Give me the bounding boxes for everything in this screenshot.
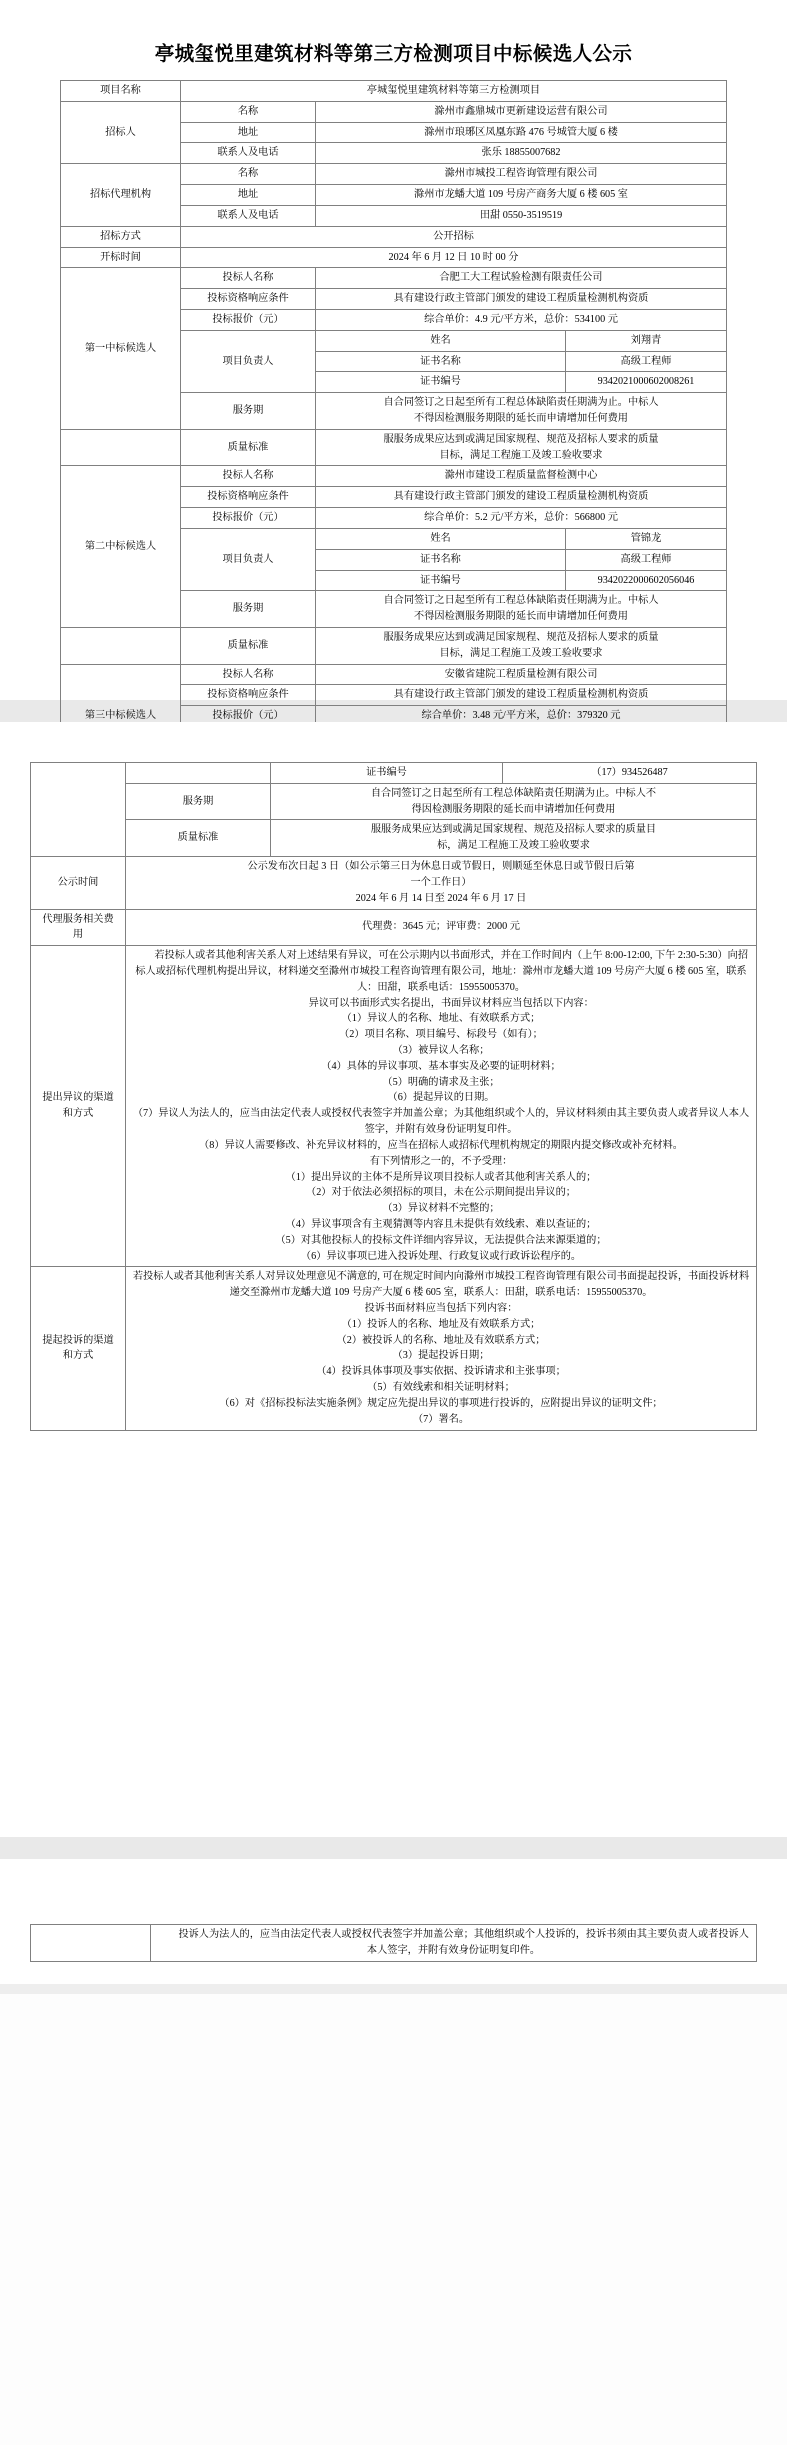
- c2-service-line-2: 不得因检测服务期限的延长而申请增加任何费用: [414, 611, 628, 623]
- c1-cert-name-value: 高级工程师: [566, 351, 727, 372]
- table-row-c3-bidder: [61, 664, 727, 685]
- c2-bidder-name-value: 滁州市建设工程质量监督检测中心: [316, 466, 727, 487]
- c2-service-label: 服务期: [181, 591, 316, 628]
- table-row-tenderee-name: [61, 101, 727, 122]
- signature-note-content: [151, 1925, 757, 1962]
- agency-name-value: 滁州市城投工程咨询管理有限公司: [316, 164, 727, 185]
- objection-content: [126, 946, 757, 1267]
- c1-pm-label: 项目负责人: [181, 330, 316, 392]
- publicity-line-1: 公示发布次日起 3 日（如公示第三日为休息日或节假日，则顺延至休息日或节假日后第: [247, 861, 635, 873]
- table-row-c1-bidder: [61, 268, 727, 289]
- objection-item: （5）明确的请求及主张；: [382, 1076, 500, 1088]
- complaint-intro: 若投标人或者其他利害关系人对异议处理意见不满意的, 可在规定时间内向滁州市城投工程咨询管理有限公司书面提起投诉，书面投诉材料递交至滁州市龙蟠大道 109 号房产大厦 6 楼 605 室，联系人：田甜，联系电话：15955005370。: [132, 1271, 750, 1299]
- complaint-content: [126, 1267, 757, 1430]
- objection-item: （2）项目名称、项目编号、标段号（如有）；: [339, 1029, 543, 1041]
- complaint-item: （2）被投诉人的名称、地址及有效联系方式；: [336, 1334, 546, 1346]
- table-row-open-time: [61, 247, 727, 268]
- c2-quality-value: [316, 627, 727, 664]
- c3-price-label: 投标报价（元）: [181, 706, 316, 727]
- c1-quality-line-1: 服服务成果应达到或满足国家规程、规范及招标人要求的质量: [383, 433, 659, 445]
- c2-service-line-1: 自合同签订之日起至所有工程总体缺陷责任期满为止。中标人: [383, 595, 659, 607]
- c3-service-line-1: 自合同签订之日起至所有工程总体缺陷责任期满为止。中标人不: [370, 787, 657, 799]
- complaint-item: （3）提起投诉日期；: [392, 1350, 490, 1362]
- c3-qualification-value: 具有建设行政主管部门颁发的建设工程质量检测机构资质: [316, 685, 727, 706]
- c1-cert-name-label: 证书名称: [316, 351, 566, 372]
- objection-label: [31, 946, 126, 1267]
- c1-service-line-1: 自合同签订之日起至所有工程总体缺陷责任期满为止。中标人: [383, 397, 659, 409]
- table-row-publicity-time: [31, 857, 757, 909]
- signature-note-table: [30, 1924, 757, 1962]
- table-row-c3-quality: [31, 820, 757, 857]
- c3-bidder-name-value: 安徽省建院工程质量检测有限公司: [316, 664, 727, 685]
- objection-label-line-1: 提出异议的渠道: [42, 1092, 114, 1104]
- c2-service-value: [316, 591, 727, 628]
- c2-pm-label: 项目负责人: [181, 528, 316, 590]
- c3-price-value: 综合单价：3.48 元/平方米，总价：379320 元: [316, 706, 727, 727]
- candidate-3-label-cont: [31, 763, 126, 857]
- c1-quality-value: [316, 429, 727, 466]
- table-row-bid-method: [61, 226, 727, 247]
- c1-spacer: [61, 429, 181, 466]
- c1-bidder-name-label: 投标人名称: [181, 268, 316, 289]
- c2-quality-line-1: 服服务成果应达到或满足国家规程、规范及招标人要求的质量: [383, 631, 659, 643]
- c1-quality-line-2: 目标，满足工程施工及竣工验收要求: [439, 449, 603, 461]
- objection-reject-item: （5）对其他投标人的投标文件详细内容异议，无法提供合法来源渠道的；: [275, 1234, 607, 1246]
- complaint-item: （7）署名。: [412, 1413, 470, 1425]
- signature-note-text: 投诉人为法人的，应当由法定代表人或授权代表签字并加盖公章；其他组织或个人投诉的，投诉书须由其主要负责人或者投诉人本人签字，并附有效身份证明复印件。: [178, 1929, 749, 1956]
- table-row-c3-cert-no: [31, 763, 757, 784]
- table-row-objection: [31, 946, 757, 1267]
- c1-qualification-label: 投标资格响应条件: [181, 289, 316, 310]
- project-label: 项目名称: [61, 81, 181, 102]
- table-row-signature-note: [31, 1925, 757, 1962]
- c2-cert-no-label: 证书编号: [316, 570, 566, 591]
- c1-bidder-name-value: 合肥工大工程试验检测有限责任公司: [316, 268, 727, 289]
- c2-price-value: 综合单价：5.2 元/平方米，总价：566800 元: [316, 508, 727, 529]
- c1-pm-name-label: 姓名: [316, 330, 566, 351]
- c3-cert-no-label: 证书编号: [271, 763, 503, 784]
- c1-service-label: 服务期: [181, 393, 316, 430]
- c3-bidder-name-label: 投标人名称: [181, 664, 316, 685]
- objection-reject-item: （1）提出异议的主体不是所异议项目投标人或者其他利害关系人的；: [285, 1171, 597, 1183]
- objection-reject-item: （2）对于依法必须招标的项目，未在公示期间提出异议的；: [306, 1187, 576, 1199]
- agency-fee-label-line-2: 用: [72, 929, 84, 941]
- c3-quality-line-2: 标，满足工程施工及竣工验收要求: [437, 840, 590, 852]
- agency-address-value: 滁州市龙蟠大道 109 号房产商务大厦 6 楼 605 室: [316, 185, 727, 206]
- tenderee-name-label: 名称: [181, 101, 316, 122]
- page-2: [0, 722, 787, 1837]
- table-row-project: [61, 81, 727, 102]
- c2-price-label: 投标报价（元）: [181, 508, 316, 529]
- tenderee-address-value: 滁州市琅琊区凤凰东路 476 号城管大厦 6 楼: [316, 122, 727, 143]
- main-info-table: [60, 80, 727, 769]
- complaint-label: [31, 1267, 126, 1430]
- tenderee-address-label: 地址: [181, 122, 316, 143]
- c2-cert-no-value: 9342022000602056046: [566, 570, 727, 591]
- objection-reject-item: （6）异议事项已进入投诉处理、行政复议或行政诉讼程序的。: [300, 1250, 582, 1262]
- objection-item: （3）被异议人名称；: [392, 1045, 490, 1056]
- page-3: [0, 1859, 787, 1984]
- candidate-1-label: 第一中标候选人: [61, 268, 181, 430]
- c2-qualification-value: 具有建设行政主管部门颁发的建设工程质量检测机构资质: [316, 487, 727, 508]
- c3-quality-label: 质量标准: [126, 820, 271, 857]
- project-value: 亭城玺悦里建筑材料等第三方检测项目: [181, 81, 727, 102]
- c2-qualification-label: 投标资格响应条件: [181, 487, 316, 508]
- table-row-c2-bidder: [61, 466, 727, 487]
- agency-fee-label-line-1: 代理服务相关费: [42, 913, 114, 925]
- complaint-item: （4）投诉具体事项及事实依据、投诉请求和主张事项；: [316, 1366, 566, 1378]
- c1-cert-no-value: 9342021000602008261: [566, 372, 727, 393]
- candidate-2-label: 第二中标候选人: [61, 466, 181, 628]
- objection-reject-item: （4）异议事项含有主观猜测等内容且未提供有效线索、难以查证的；: [285, 1218, 597, 1230]
- signature-note-label: [31, 1925, 151, 1962]
- c1-quality-label: 质量标准: [181, 429, 316, 466]
- c2-quality-line-2: 目标，满足工程施工及竣工验收要求: [439, 647, 603, 659]
- c3-quality-line-1: 服服务成果应达到或满足国家规程、规范及招标人要求的质量目: [370, 824, 657, 836]
- agency-label: 招标代理机构: [61, 164, 181, 226]
- objection-item: （7）异议人为法人的，应当由法定代表人或授权代表签字并加盖公章；为其他组织或个人的，异议材料须由其主要负责人或者异议人本人签字，并附有效身份证明复印件。: [132, 1108, 750, 1136]
- objection-item: （1）异议人的名称、地址、有效联系方式；: [341, 1013, 541, 1025]
- publicity-time-value: [126, 857, 757, 909]
- bid-method-value: 公开招标: [181, 226, 727, 247]
- tenderee-contact-value: 张乐 18855007682: [316, 143, 727, 164]
- objection-reject-intro: 有下列情形之一的，不予受理：: [369, 1155, 513, 1167]
- objection-intro: 若投标人或者其他利害关系人对上述结果有异议，可在公示期内以书面形式，并在工作时间内（上午 8:00-12:00, 下午 2:30-5:30）向招标人或招标代理机构提出异议，材料递交至滁州市城投工程咨询管理有限公司，地址：滁州市龙蟠大道 109 号房产大厦 6 楼 605 室，联系人：田甜，联系电话：15955005370。: [135, 950, 749, 993]
- complaint-item: （6）对《招标投标法实施条例》规定应先提出异议的事项进行投诉的，应附提出异议的证明文件；: [219, 1397, 663, 1409]
- agency-name-label: 名称: [181, 164, 316, 185]
- c1-price-label: 投标报价（元）: [181, 309, 316, 330]
- agency-fee-value: 代理费：3645 元；评审费：2000 元: [126, 909, 757, 946]
- table-row-c2-quality: [61, 627, 727, 664]
- c2-quality-label: 质量标准: [181, 627, 316, 664]
- publicity-time-label: 公示时间: [31, 857, 126, 909]
- objection-label-line-2: 和方式: [62, 1108, 94, 1120]
- objection-item: （4）具体的异议事项、基本事实及必要的证明材料；: [321, 1060, 561, 1072]
- page-1: [0, 0, 787, 722]
- bid-method-label: 招标方式: [61, 226, 181, 247]
- c3-service-line-2: 得因检测服务期限的延长而申请增加任何费用: [411, 803, 616, 815]
- complaint-item: （5）有效线索和相关证明材料；: [367, 1382, 515, 1394]
- c1-cert-no-label: 证书编号: [316, 372, 566, 393]
- tenderee-name-value: 滁州市鑫鼎城市更新建设运营有限公司: [316, 101, 727, 122]
- c1-pm-name-value: 刘翔青: [566, 330, 727, 351]
- complaint-label-line-2: 和方式: [62, 1350, 94, 1362]
- c2-spacer: [61, 627, 181, 664]
- tenderee-contact-label: 联系人及电话: [181, 143, 316, 164]
- table-row-c3-service: [31, 783, 757, 820]
- tenderee-label: 招标人: [61, 101, 181, 163]
- objection-item: （6）提起异议的日期。: [387, 1092, 495, 1104]
- objection-item: （8）异议人需要修改、补充异议材料的，应当在招标人或招标代理机构规定的期限内提交修改或补充材料。: [199, 1139, 683, 1151]
- c1-price-value: 综合单价：4.9 元/平方米，总价：534100 元: [316, 309, 727, 330]
- c1-qualification-value: 具有建设行政主管部门颁发的建设工程质量检测机构资质: [316, 289, 727, 310]
- agency-address-label: 地址: [181, 185, 316, 206]
- c2-pm-name-value: 管锦龙: [566, 528, 727, 549]
- c1-service-value: [316, 393, 727, 430]
- c3-cert-no-value: （17）934526487: [503, 763, 757, 784]
- c3-quality-value: [271, 820, 757, 857]
- page-break-3: [0, 1984, 787, 1994]
- c2-cert-name-label: 证书名称: [316, 549, 566, 570]
- agency-contact-value: 田甜 0550-3519519: [316, 205, 727, 226]
- candidate-3-label: 第三中标候选人: [61, 664, 181, 768]
- page-title: 亭城玺悦里建筑材料等第三方检测项目中标候选人公示: [154, 43, 633, 65]
- complaint-item: （1）投诉人的名称、地址及有效联系方式；: [341, 1318, 541, 1330]
- objection-materials-intro: 异议可以书面形式实名提出，书面异议材料应当包括以下内容：: [308, 997, 594, 1009]
- agency-fee-label: [31, 909, 126, 946]
- c3-service-label: 服务期: [126, 783, 271, 820]
- publicity-line-2: 一个工作日）: [410, 876, 472, 888]
- open-time-value: 2024 年 6 月 12 日 10 时 00 分: [181, 247, 727, 268]
- page-break-2: [0, 1837, 787, 1859]
- table-row-c1-quality: [61, 429, 727, 466]
- complaint-label-line-1: 提起投诉的渠道: [42, 1334, 114, 1346]
- objection-reject-item: （3）异议材料不完整的；: [382, 1203, 500, 1215]
- complaint-materials-intro: 投诉书面材料应当包括下列内容：: [364, 1303, 518, 1314]
- c2-bidder-name-label: 投标人名称: [181, 466, 316, 487]
- publicity-line-3: 2024 年 6 月 14 日至 2024 年 6 月 17 日: [355, 892, 527, 904]
- table-row-agency-name: [61, 164, 727, 185]
- c2-cert-name-value: 高级工程师: [566, 549, 727, 570]
- c3-service-value: [271, 783, 757, 820]
- table-row-agency-fee: [31, 909, 757, 946]
- table-row-complaint: [31, 1267, 757, 1430]
- continuation-table: [30, 762, 757, 1431]
- agency-contact-label: 联系人及电话: [181, 205, 316, 226]
- c1-service-line-2: 不得因检测服务期限的延长而申请增加任何费用: [414, 413, 628, 424]
- c3-qualification-label: 投标资格响应条件: [181, 685, 316, 706]
- c3-pm-label-cont: [126, 763, 271, 784]
- open-time-label: 开标时间: [61, 247, 181, 268]
- c2-pm-name-label: 姓名: [316, 528, 566, 549]
